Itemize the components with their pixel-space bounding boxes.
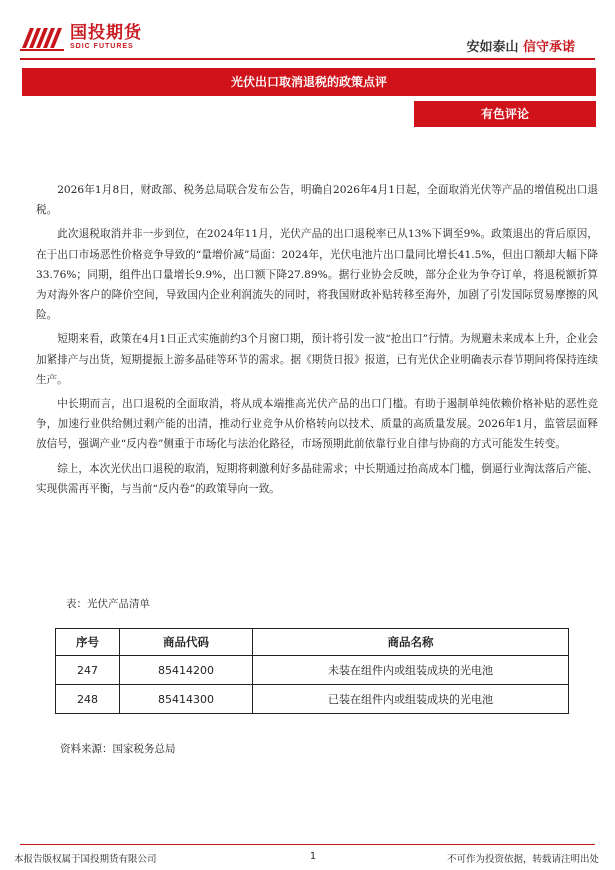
cell-code: 85414300 [120,685,253,714]
column-header-name: 商品名称 [253,629,569,656]
body-paragraph-2: 此次退税取消并非一步到位，在2024年11月，光伏产品的出口退税率已从13%下调至9%。政策退出的背后原因，在于出口市场恶性价格竞争导致的“量增价减”局面：2024年，光伏电池片出口量同比增长41.5%，但出口额却大幅下降33.76%；同期，组件出口量增长9.9%，出口额下降27.89%。据行业协会反映，部分企业为争夺订单，将退税额折算为对海外客户的降价空间，导致国内企业利润流失的同时，将我国财政补贴转移至海外，加剧了引发国际贸易摩擦的风险。 [36,228,598,322]
body-paragraph-1: 2026年1月8日，财政部、税务总局联合发布公告，明确自2026年4月1日起，全面取消光伏等产品的增值税出口退税。 [36,184,598,217]
disclaimer: 不可作为投资依据，转载请注明出处 [446,854,599,865]
table-row [56,656,569,685]
body-paragraph-5: 综上，本次光伏出口退税的取消，短期将刺激利好多晶硅需求；中长期通过抬高成本门槛，倒逼行业淘汰落后产能、实现供需再平衡，与当前“反内卷”的政策导向一致。 [36,462,598,495]
slogan-part-1: 安如泰山 [466,40,519,55]
page-header [0,0,615,62]
copyright-notice: 本报告版权属于国投期货有限公司 [14,854,157,865]
cell-name: 已装在组件内或组装成块的光电池 [253,685,569,714]
cell-index: 248 [56,685,120,714]
report-title: 光伏出口取消退税的政策点评 [22,68,596,96]
footer-divider [20,844,595,845]
body-paragraph-4: 中长期而言，出口退税的全面取消，将从成本端推高光伏产品的出口门槛。有助于遏制单纯依赖价格补贴的恶性竞争，加速行业供给侧过剩产能的出清，推动行业竞争从价格转向以技术、质量的高质量发展。2026年1月，监管层面释放信号，强调产业“反内卷”侧重于市场化与法治化路径，市场预期此前依靠行业自律与协商的方式可能发生转变。 [36,398,598,451]
report-category: 有色评论 [414,101,596,127]
cell-name: 未装在组件内或组装成块的光电池 [253,656,569,685]
logo-english-name: SDIC FUTURES [70,42,134,50]
page-number: 1 [310,851,317,862]
data-source: 资料来源：国家税务总局 [60,743,176,755]
header-divider [20,58,595,60]
product-table [55,628,569,714]
company-logo [20,22,142,52]
column-header-index: 序号 [56,629,120,656]
cell-code: 85414200 [120,656,253,685]
body-paragraph-3: 短期来看，政策在4月1日正式实施前约3个月窗口期，预计将引发一波“抢出口”行情。为规避未来成本上升，企业会加紧排产与出货，短期提振上游多晶硅等环节的需求。据《期货日报》报道，已有光伏企业明确表示春节期间将保持连续生产。 [36,333,598,386]
report-body [36,180,598,503]
table-header-row [56,629,569,656]
cell-index: 247 [56,656,120,685]
logo-chinese-name: 国投期货 [70,22,142,43]
logo-mark-icon [20,22,64,52]
column-header-code: 商品代码 [120,629,253,656]
company-slogan [466,36,575,55]
table-row [56,685,569,714]
slogan-part-2: 信守承诺 [522,40,575,55]
table-caption: 表：光伏产品清单 [66,598,150,610]
